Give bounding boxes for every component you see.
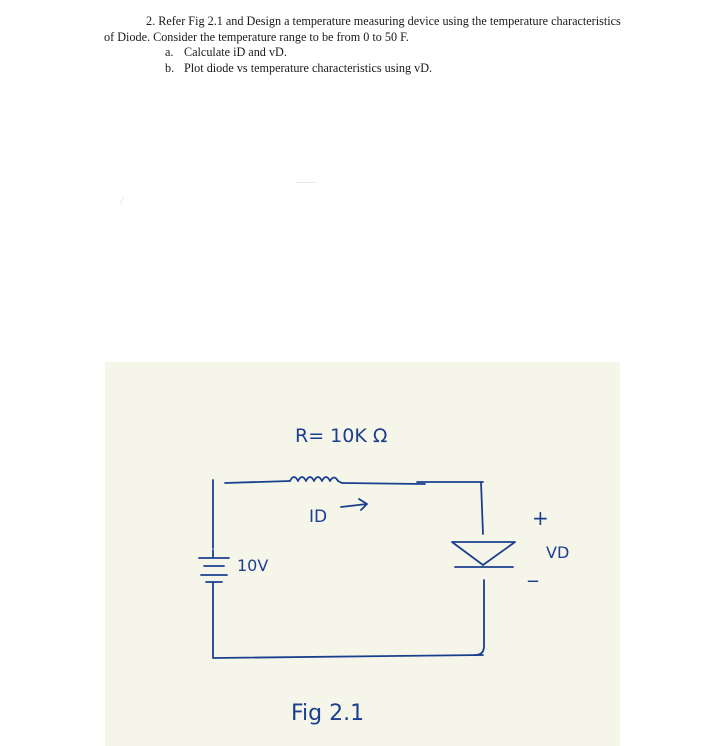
right-wire-bottom bbox=[475, 580, 484, 655]
resistor-label: R= 10K Ω bbox=[295, 425, 388, 447]
sub-question-letter: b. bbox=[165, 60, 175, 75]
stray-mark bbox=[119, 197, 124, 204]
sub-question-b bbox=[104, 61, 624, 77]
diode-plus-sign: + bbox=[532, 506, 549, 530]
source-voltage-label: 10V bbox=[237, 556, 269, 575]
current-label: ID bbox=[309, 507, 328, 527]
sub-question-a bbox=[104, 45, 624, 61]
question-text-line-1: 2. Refer Fig 2.1 and Design a temperature measuring device using the temperature characteristics bbox=[146, 14, 621, 28]
sub-question-letter: a. bbox=[165, 45, 174, 59]
sub-question-text: Calculate iD and vD. bbox=[184, 45, 287, 59]
diode-minus-sign: _ bbox=[528, 558, 538, 582]
current-arrow-icon bbox=[341, 499, 367, 510]
sub-question-text: Plot diode vs temperature characteristics using vD. bbox=[184, 60, 433, 75]
question-block bbox=[104, 14, 624, 76]
battery-icon bbox=[199, 550, 229, 582]
circuit-figure bbox=[105, 362, 620, 746]
resistor-icon bbox=[290, 477, 342, 483]
right-wire-top bbox=[481, 482, 483, 534]
diode-icon bbox=[452, 542, 515, 567]
diode-voltage-label: VD bbox=[546, 543, 570, 562]
stray-mark bbox=[296, 182, 316, 183]
circuit-diagram bbox=[105, 362, 620, 746]
top-wire-right bbox=[342, 483, 425, 484]
top-wire-left bbox=[225, 481, 290, 483]
question-text-line-2: of Diode. Consider the temperature range to be from 0 to 50 F. bbox=[104, 29, 409, 44]
figure-caption: Fig 2.1 bbox=[291, 701, 365, 726]
left-wire-bottom bbox=[213, 582, 483, 658]
